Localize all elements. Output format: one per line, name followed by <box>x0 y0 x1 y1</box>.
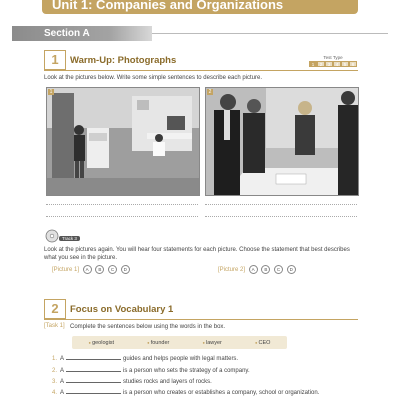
part2-number: 2 <box>44 299 66 319</box>
sentence-number: 3. <box>52 379 58 385</box>
word-option: ● founder <box>147 340 169 346</box>
word-option: ● CEO <box>255 340 270 346</box>
sentence-article: A <box>60 356 65 362</box>
part2-rule <box>44 319 358 320</box>
test-type-label: Test Type <box>323 55 343 60</box>
sentence-text: studies rocks and layers of rocks. <box>123 379 212 385</box>
sentence-number: 4. <box>52 390 58 396</box>
answer-row-picture2 <box>218 265 296 274</box>
answer-blank[interactable] <box>66 371 121 372</box>
answer-blank[interactable] <box>66 382 121 383</box>
answer-row-label: [Picture 1] <box>52 267 80 274</box>
test-type-cell: 5 <box>341 61 349 67</box>
sentence-2 <box>52 368 250 374</box>
part1-instruction: Look at the pictures below. Write some simple sentences to describe each picture. <box>44 75 263 81</box>
sentence-text: is a person who sets the strategy of a company. <box>123 368 250 374</box>
answer-row-label: [Picture 2] <box>218 267 246 274</box>
sentence-article: A <box>60 379 65 385</box>
sentence-number: 1. <box>52 356 58 362</box>
sentence-text: guides and helps people with legal matters. <box>123 356 239 362</box>
task-instruction: Complete the sentences below using the words in the box. <box>70 324 226 330</box>
unit-title-banner: Unit 1: Companies and Organizations <box>42 0 358 14</box>
answer-row-picture1 <box>52 265 130 274</box>
section-label: Section A <box>12 26 152 41</box>
test-type-cell: 2 <box>317 61 325 67</box>
part2-title: Focus on Vocabulary 1 <box>70 304 174 315</box>
sentence-number: 2. <box>52 368 58 374</box>
sentence-4 <box>52 390 319 396</box>
word-option: ● geologist <box>89 340 115 346</box>
section-divider <box>152 33 388 34</box>
part1-number: 1 <box>44 50 66 70</box>
listen-instruction: Look at the pictures again. You will hear four statements for each picture. Choose the statement that best describes what you see in the picture. <box>44 247 350 261</box>
option-d[interactable]: D <box>287 265 296 274</box>
option-a[interactable]: A <box>249 265 258 274</box>
writing-line[interactable] <box>205 204 357 205</box>
photo-office <box>46 87 200 196</box>
track-label: Track 3 <box>59 236 80 241</box>
photo-number: 1 <box>49 89 53 95</box>
sentence-3 <box>52 379 212 385</box>
test-type-cell: 1 <box>309 61 317 67</box>
option-c[interactable]: C <box>274 265 283 274</box>
test-type-cell: 6 <box>349 61 357 67</box>
answer-blank[interactable] <box>66 393 121 394</box>
option-c[interactable]: C <box>108 265 117 274</box>
option-d[interactable]: D <box>121 265 130 274</box>
task-label: [Task 1] <box>44 323 65 329</box>
sentence-article: A <box>60 368 65 374</box>
photo-meeting-image <box>206 88 358 195</box>
photo-meeting <box>205 87 359 196</box>
test-type-indicator <box>309 55 357 67</box>
test-type-cell: 4 <box>333 61 341 67</box>
part1-title: Warm-Up: Photographs <box>70 55 177 66</box>
photo-number: 2 <box>208 89 212 95</box>
writing-line[interactable] <box>46 216 198 217</box>
writing-line[interactable] <box>205 216 357 217</box>
option-b[interactable]: B <box>95 265 104 274</box>
writing-line[interactable] <box>46 204 198 205</box>
test-type-cell: 3 <box>325 61 333 67</box>
word-option: ● lawyer <box>202 340 221 346</box>
option-a[interactable]: A <box>83 265 92 274</box>
sentence-article: A <box>60 390 65 396</box>
sentence-text: is a person who creates or establishes a company, school or organization. <box>123 390 320 396</box>
photo-office-image <box>47 88 199 195</box>
answer-blank[interactable] <box>66 359 121 360</box>
option-b[interactable]: B <box>261 265 270 274</box>
sentence-1 <box>52 356 238 362</box>
part1-rule <box>44 70 358 71</box>
word-box <box>72 336 287 349</box>
